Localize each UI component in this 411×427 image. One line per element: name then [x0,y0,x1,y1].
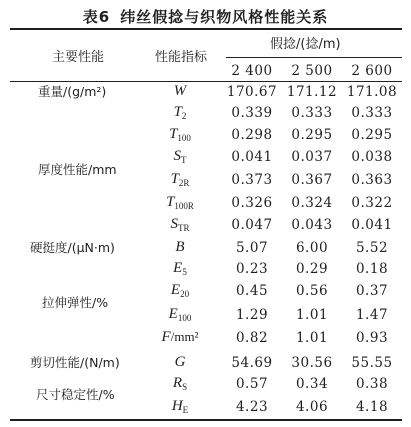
indicator-symbol: $R_S$ [172,375,188,392]
value-cell: 5.07 [235,240,269,256]
value-cell: 30.56 [291,355,333,371]
header-indicator: 性能指标 [155,50,208,65]
value-cell: 0.363 [351,172,393,188]
value-cell: 0.37 [355,283,389,299]
value-cell: 0.373 [231,172,273,188]
value-cell: 0.56 [295,283,329,299]
value-cell: 0.326 [231,195,273,211]
value-cell: 55.55 [351,355,393,371]
indicator-symbol: $E_5$ [173,260,187,277]
value-cell: 0.23 [235,261,269,277]
group-label-dimensional: 尺寸稳定性/% [36,387,115,402]
value-cell: 0.322 [351,195,393,211]
indicator-symbol: W [173,83,187,99]
indicator-symbol: G [174,354,186,370]
top-rule [10,28,402,30]
value-cell: 54.69 [231,355,273,371]
header-sub-rule [226,57,402,58]
value-cell: 170.67 [226,84,278,100]
table-title: 纬丝假捻与织物风格性能关系 [120,8,329,26]
indicator-symbol: $H_E$ [171,398,189,415]
indicator-symbol: B [175,239,185,255]
value-cell: 0.29 [295,261,329,277]
value-cell: 0.333 [291,105,333,121]
group-label-tensile: 拉伸弹性/% [42,295,109,310]
value-cell: 0.38 [355,376,389,392]
header-twist-2: 2 500 [291,63,333,79]
bottom-rule [10,419,402,421]
group-label-stiffness: 硬挺度/(μN·m) [30,240,115,255]
indicator-symbol: $T_{100R}$ [166,194,194,211]
value-cell: 0.339 [231,105,273,121]
value-cell: 6.00 [295,240,329,256]
indicator-symbol: $E_{20}$ [170,282,190,299]
group-label-weight: 重量/(g/m²) [38,84,107,99]
value-cell: 171.08 [346,84,398,100]
value-cell: 4.18 [355,399,389,415]
value-cell: 1.01 [295,307,329,323]
value-cell: 0.18 [355,261,389,277]
value-cell: 4.06 [295,399,329,415]
value-cell: 0.295 [351,127,393,143]
indicator-symbol: $E_{100}$ [168,306,192,323]
value-cell: 171.12 [286,84,338,100]
value-cell: 0.57 [235,376,269,392]
indicator-symbol: $T_{100}$ [169,126,191,143]
value-cell: 0.041 [231,149,273,165]
value-cell: 1.29 [235,307,269,323]
value-cell: 0.367 [291,172,333,188]
indicator-symbol: $S_T$ [173,148,187,165]
header-twist-3: 2 600 [351,63,393,79]
value-cell: 0.041 [351,217,393,233]
indicator-symbol: $T_{2R}$ [170,171,190,188]
header-twist-1: 2 400 [231,63,273,79]
value-cell: 5.52 [355,240,389,256]
header-property: 主要性能 [52,50,105,65]
table-number: 表6 [82,8,111,26]
value-cell: 1.47 [355,307,389,323]
value-cell: 1.01 [295,330,329,346]
value-cell: 0.93 [355,330,389,346]
value-cell: 0.043 [291,217,333,233]
value-cell: 0.34 [295,376,329,392]
value-cell: 0.047 [231,217,273,233]
value-cell: 0.82 [235,330,269,346]
indicator-symbol: $S_{TR}$ [170,216,190,233]
value-cell: 0.038 [351,149,393,165]
group-label-shear: 剪切性能/(N/m) [30,355,120,370]
header-twist-group: 假捻/(捻/m) [270,37,341,52]
value-cell: 0.45 [235,283,269,299]
value-cell: 0.298 [231,127,273,143]
value-cell: 0.295 [291,127,333,143]
table-caption [0,6,411,27]
value-cell: 0.333 [351,105,393,121]
group-label-thickness: 厚度性能/mm [38,162,117,177]
value-cell: 0.037 [291,149,333,165]
indicator-symbol: $T_2$ [173,104,187,121]
value-cell: 4.23 [235,399,269,415]
value-cell: 0.324 [291,195,333,211]
indicator-symbol: F/mm² [161,329,199,345]
